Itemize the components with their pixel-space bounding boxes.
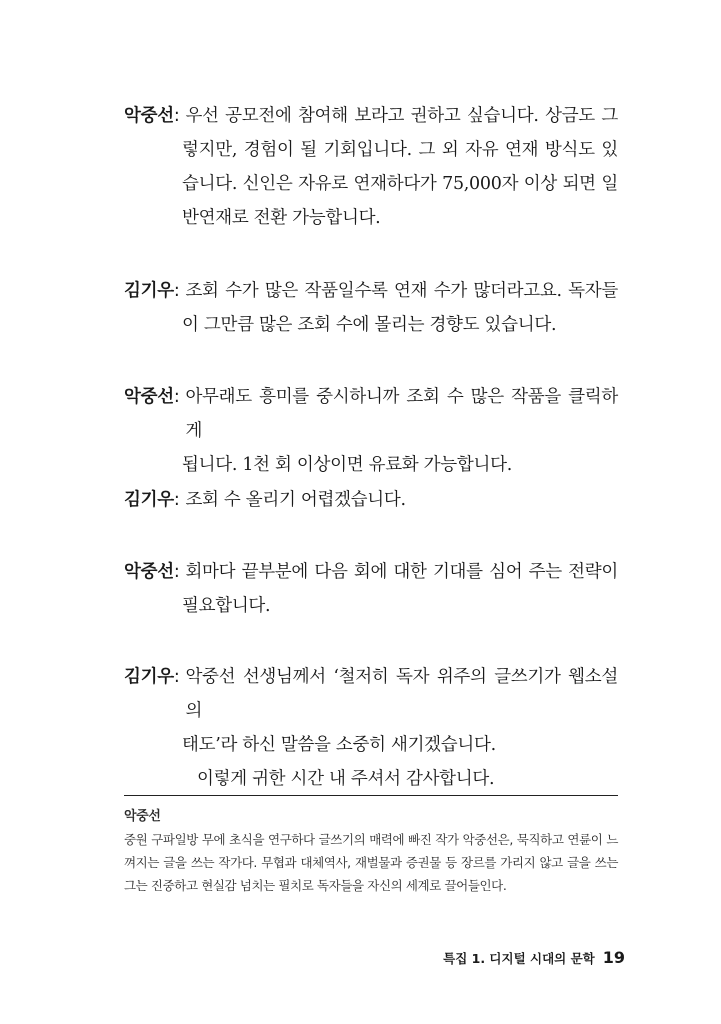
dialogue-entry <box>124 274 618 342</box>
speaker-name: 악중선: <box>124 106 180 126</box>
dialogue-line: 우선 공모전에 참여해 보라고 권하고 싶습니다. 상금도 그 <box>185 106 618 126</box>
dialogue-line: 회마다 끝부분에 다음 회에 대한 기대를 심어 주는 전략이 <box>185 562 618 582</box>
divider <box>124 795 618 796</box>
dialogue-line: 아무래도 흥미를 중시하니까 조회 수 많은 작품을 클릭하게 <box>185 387 618 441</box>
speaker-name: 김기우: <box>124 667 180 687</box>
dialogue-line: 반연재로 전환 가능합니다. <box>182 208 381 228</box>
author-bio <box>124 805 618 897</box>
speaker-name: 김기우: <box>124 490 180 510</box>
speaker-name: 악중선: <box>124 562 180 582</box>
bio-name: 악중선 <box>124 809 161 824</box>
dialogue-entry <box>124 380 618 482</box>
dialogue-entry <box>124 660 618 796</box>
dialogue-line: 태도’라 하신 말씀을 소중히 새기겠습니다. <box>182 735 496 755</box>
dialogue-line: 렇지만, 경험이 될 기회입니다. 그 외 자유 연재 방식도 있 <box>182 140 618 160</box>
dialogue-entry <box>124 555 618 623</box>
speaker-name: 악중선: <box>124 387 180 407</box>
section-title: 특집 1. 디지털 시대의 문학 <box>443 951 595 966</box>
page-number: 19 <box>602 948 625 967</box>
page-footer <box>443 948 625 967</box>
dialogue-line: 조회 수 올리기 어렵겠습니다. <box>185 490 406 510</box>
dialogue-line: 됩니다. 1천 회 이상이면 유료화 가능합니다. <box>182 455 512 475</box>
dialogue-entry <box>124 483 618 517</box>
dialogue-line: 조회 수가 많은 작품일수록 연재 수가 많더라고요. 독자들 <box>185 281 618 301</box>
speaker-name: 김기우: <box>124 281 180 301</box>
dialogue-line: 악중선 선생님께서 ‘철저히 독자 위주의 글쓰기가 웹소설의 <box>185 667 618 721</box>
bio-text: 중원 구파일방 무에 초식을 연구하다 글쓰기의 매력에 빠진 작가 악중선은, 묵직하고 연륜이 느껴지는 글을 쓰는 작가다. 무협과 대체역사, 재벌물과 증권물 등 장르를 가리지 않고 글을 쓰는 그는 진중하고 현실감 넘치는 필치로 독자들을 자신의 세계로 끌어들인다. <box>124 832 618 893</box>
dialogue-entry <box>124 99 618 235</box>
dialogue-line: 이렇게 귀한 시간 내 주셔서 감사합니다. <box>197 769 495 789</box>
dialogue-line: 이 그만큼 많은 조회 수에 몰리는 경향도 있습니다. <box>182 315 557 335</box>
dialogue-line: 습니다. 신인은 자유로 연재하다가 75,000자 이상 되면 일 <box>182 174 618 194</box>
dialogue-line: 필요합니다. <box>182 596 271 616</box>
